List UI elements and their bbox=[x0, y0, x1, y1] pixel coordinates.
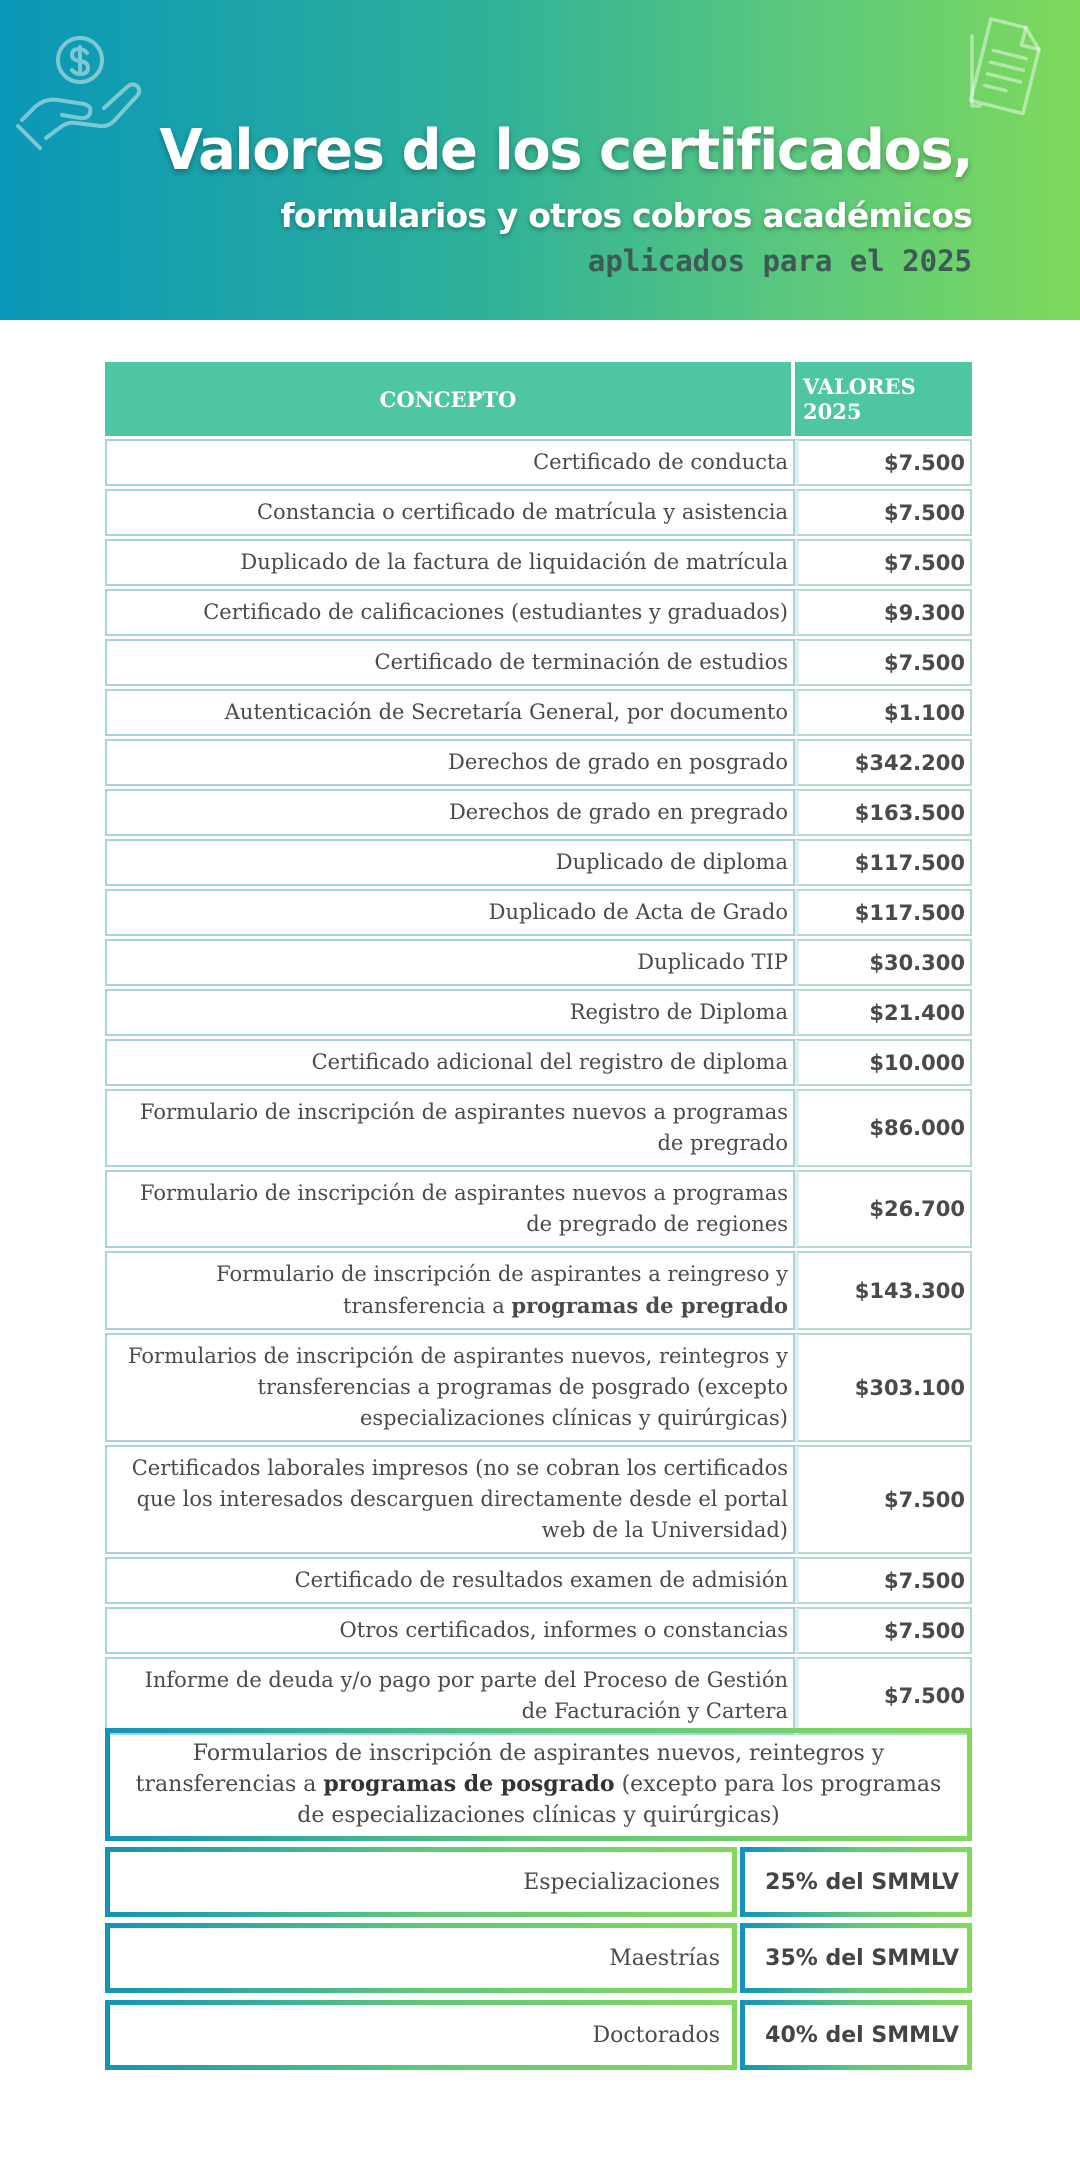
posgrado-text-end: (excepto para los programas de especializaciones clínicas y quirúrgicas) bbox=[297, 1772, 942, 1828]
value-cell: $7.500 bbox=[795, 1607, 972, 1654]
value-cell: $7.500 bbox=[795, 1557, 972, 1604]
concept-emphasis: programas de pregrado bbox=[511, 1293, 788, 1318]
concept-cell: Constancia o certificado de matrícula y asistencia bbox=[105, 489, 795, 536]
concept-cell: Duplicado de la factura de liquidación de matrícula bbox=[105, 539, 795, 586]
concept-cell: Duplicado TIP bbox=[105, 939, 795, 986]
table-row bbox=[105, 839, 972, 886]
concept-cell: Informe de deuda y/o pago por parte del Proceso de Gestión de Facturación y Cartera bbox=[105, 1657, 795, 1735]
value-cell: $86.000 bbox=[795, 1089, 972, 1167]
table-row bbox=[105, 1170, 972, 1248]
value-cell: $21.400 bbox=[795, 989, 972, 1036]
header-banner bbox=[0, 0, 1080, 320]
column-header-value: VALORES 2025 bbox=[795, 362, 972, 436]
table-row bbox=[105, 639, 972, 686]
concept-cell: Formulario de inscripción de aspirantes nuevos a programas de pregrado de regiones bbox=[105, 1170, 795, 1248]
table-row bbox=[105, 539, 972, 586]
table-row bbox=[105, 1657, 972, 1735]
table-row bbox=[105, 989, 972, 1036]
concept-cell: Duplicado de diploma bbox=[105, 839, 795, 886]
concept-cell: Duplicado de Acta de Grado bbox=[105, 889, 795, 936]
level-label-especializaciones: Especializaciones bbox=[105, 1847, 737, 1917]
value-cell: $1.100 bbox=[795, 689, 972, 736]
document-icon bbox=[962, 12, 1050, 120]
table-header-row bbox=[105, 362, 972, 436]
value-cell: $117.500 bbox=[795, 889, 972, 936]
concept-cell: Certificado de conducta bbox=[105, 439, 795, 486]
level-value-doctorados: 40% del SMMLV bbox=[740, 2000, 972, 2070]
concept-text: Formulario de inscripción de aspirantes a reingreso y transferencia a bbox=[216, 1262, 788, 1318]
column-header-concept: CONCEPTO bbox=[105, 362, 795, 436]
posgrado-forms-box bbox=[105, 1728, 972, 1841]
fees-table bbox=[105, 359, 972, 1738]
page-subtitle: formularios y otros cobros académicos bbox=[280, 196, 972, 235]
concept-cell: Formularios de inscripción de aspirantes nuevos, reintegros y transferencias a programas de posgrado (excepto especializaciones clínicas y quirúrgicas) bbox=[105, 1333, 795, 1442]
posgrado-text-start: Formularios de inscripción de aspirantes nuevos, reintegros y transferencias a bbox=[135, 1741, 885, 1797]
value-cell: $342.200 bbox=[795, 739, 972, 786]
concept-cell: Certificados laborales impresos (no se cobran los certificados que los interesados descarguen directamente desde el portal web de la Universidad) bbox=[105, 1445, 795, 1554]
table-row bbox=[105, 1039, 972, 1086]
table-row bbox=[105, 689, 972, 736]
concept-cell: Certificado de terminación de estudios bbox=[105, 639, 795, 686]
table-row bbox=[105, 789, 972, 836]
table-row bbox=[105, 889, 972, 936]
table-row bbox=[105, 939, 972, 986]
value-cell: $143.300 bbox=[795, 1251, 972, 1330]
level-value-maestrias: 35% del SMMLV bbox=[740, 1923, 972, 1993]
concept-cell bbox=[105, 1251, 795, 1330]
page-year-caption: aplicados para el 2025 bbox=[587, 244, 972, 278]
concept-cell: Certificado de resultados examen de admisión bbox=[105, 1557, 795, 1604]
value-cell: $26.700 bbox=[795, 1170, 972, 1248]
value-cell: $7.500 bbox=[795, 1657, 972, 1735]
value-cell: $163.500 bbox=[795, 789, 972, 836]
table-row bbox=[105, 1333, 972, 1442]
value-cell: $7.500 bbox=[795, 539, 972, 586]
level-label-doctorados: Doctorados bbox=[105, 2000, 737, 2070]
table-row bbox=[105, 739, 972, 786]
table-row bbox=[105, 589, 972, 636]
table-row bbox=[105, 1445, 972, 1554]
concept-cell: Otros certificados, informes o constancias bbox=[105, 1607, 795, 1654]
table-row bbox=[105, 439, 972, 486]
concept-cell: Derechos de grado en pregrado bbox=[105, 789, 795, 836]
concept-cell: Autenticación de Secretaría General, por documento bbox=[105, 689, 795, 736]
level-value-especializaciones: 25% del SMMLV bbox=[740, 1847, 972, 1917]
concept-cell: Formulario de inscripción de aspirantes nuevos a programas de pregrado bbox=[105, 1089, 795, 1167]
concept-cell: Certificado adicional del registro de diploma bbox=[105, 1039, 795, 1086]
value-cell: $9.300 bbox=[795, 589, 972, 636]
table-row bbox=[105, 1089, 972, 1167]
page-title: Valores de los certificados, bbox=[159, 118, 972, 183]
value-cell: $7.500 bbox=[795, 439, 972, 486]
concept-cell: Certificado de calificaciones (estudiantes y graduados) bbox=[105, 589, 795, 636]
posgrado-forms-text bbox=[120, 1738, 957, 1831]
value-cell: $303.100 bbox=[795, 1333, 972, 1442]
concept-cell: Derechos de grado en posgrado bbox=[105, 739, 795, 786]
table-row bbox=[105, 1607, 972, 1654]
value-cell: $10.000 bbox=[795, 1039, 972, 1086]
value-cell: $30.300 bbox=[795, 939, 972, 986]
table-row bbox=[105, 1557, 972, 1604]
table-row bbox=[105, 489, 972, 536]
value-cell: $7.500 bbox=[795, 489, 972, 536]
value-cell: $7.500 bbox=[795, 639, 972, 686]
value-cell: $117.500 bbox=[795, 839, 972, 886]
concept-cell: Registro de Diploma bbox=[105, 989, 795, 1036]
level-label-maestrias: Maestrías bbox=[105, 1923, 737, 1993]
posgrado-text-emphasis: programas de posgrado bbox=[323, 1771, 615, 1797]
value-cell: $7.500 bbox=[795, 1445, 972, 1554]
money-hand-icon bbox=[16, 30, 144, 154]
table-row bbox=[105, 1251, 972, 1330]
